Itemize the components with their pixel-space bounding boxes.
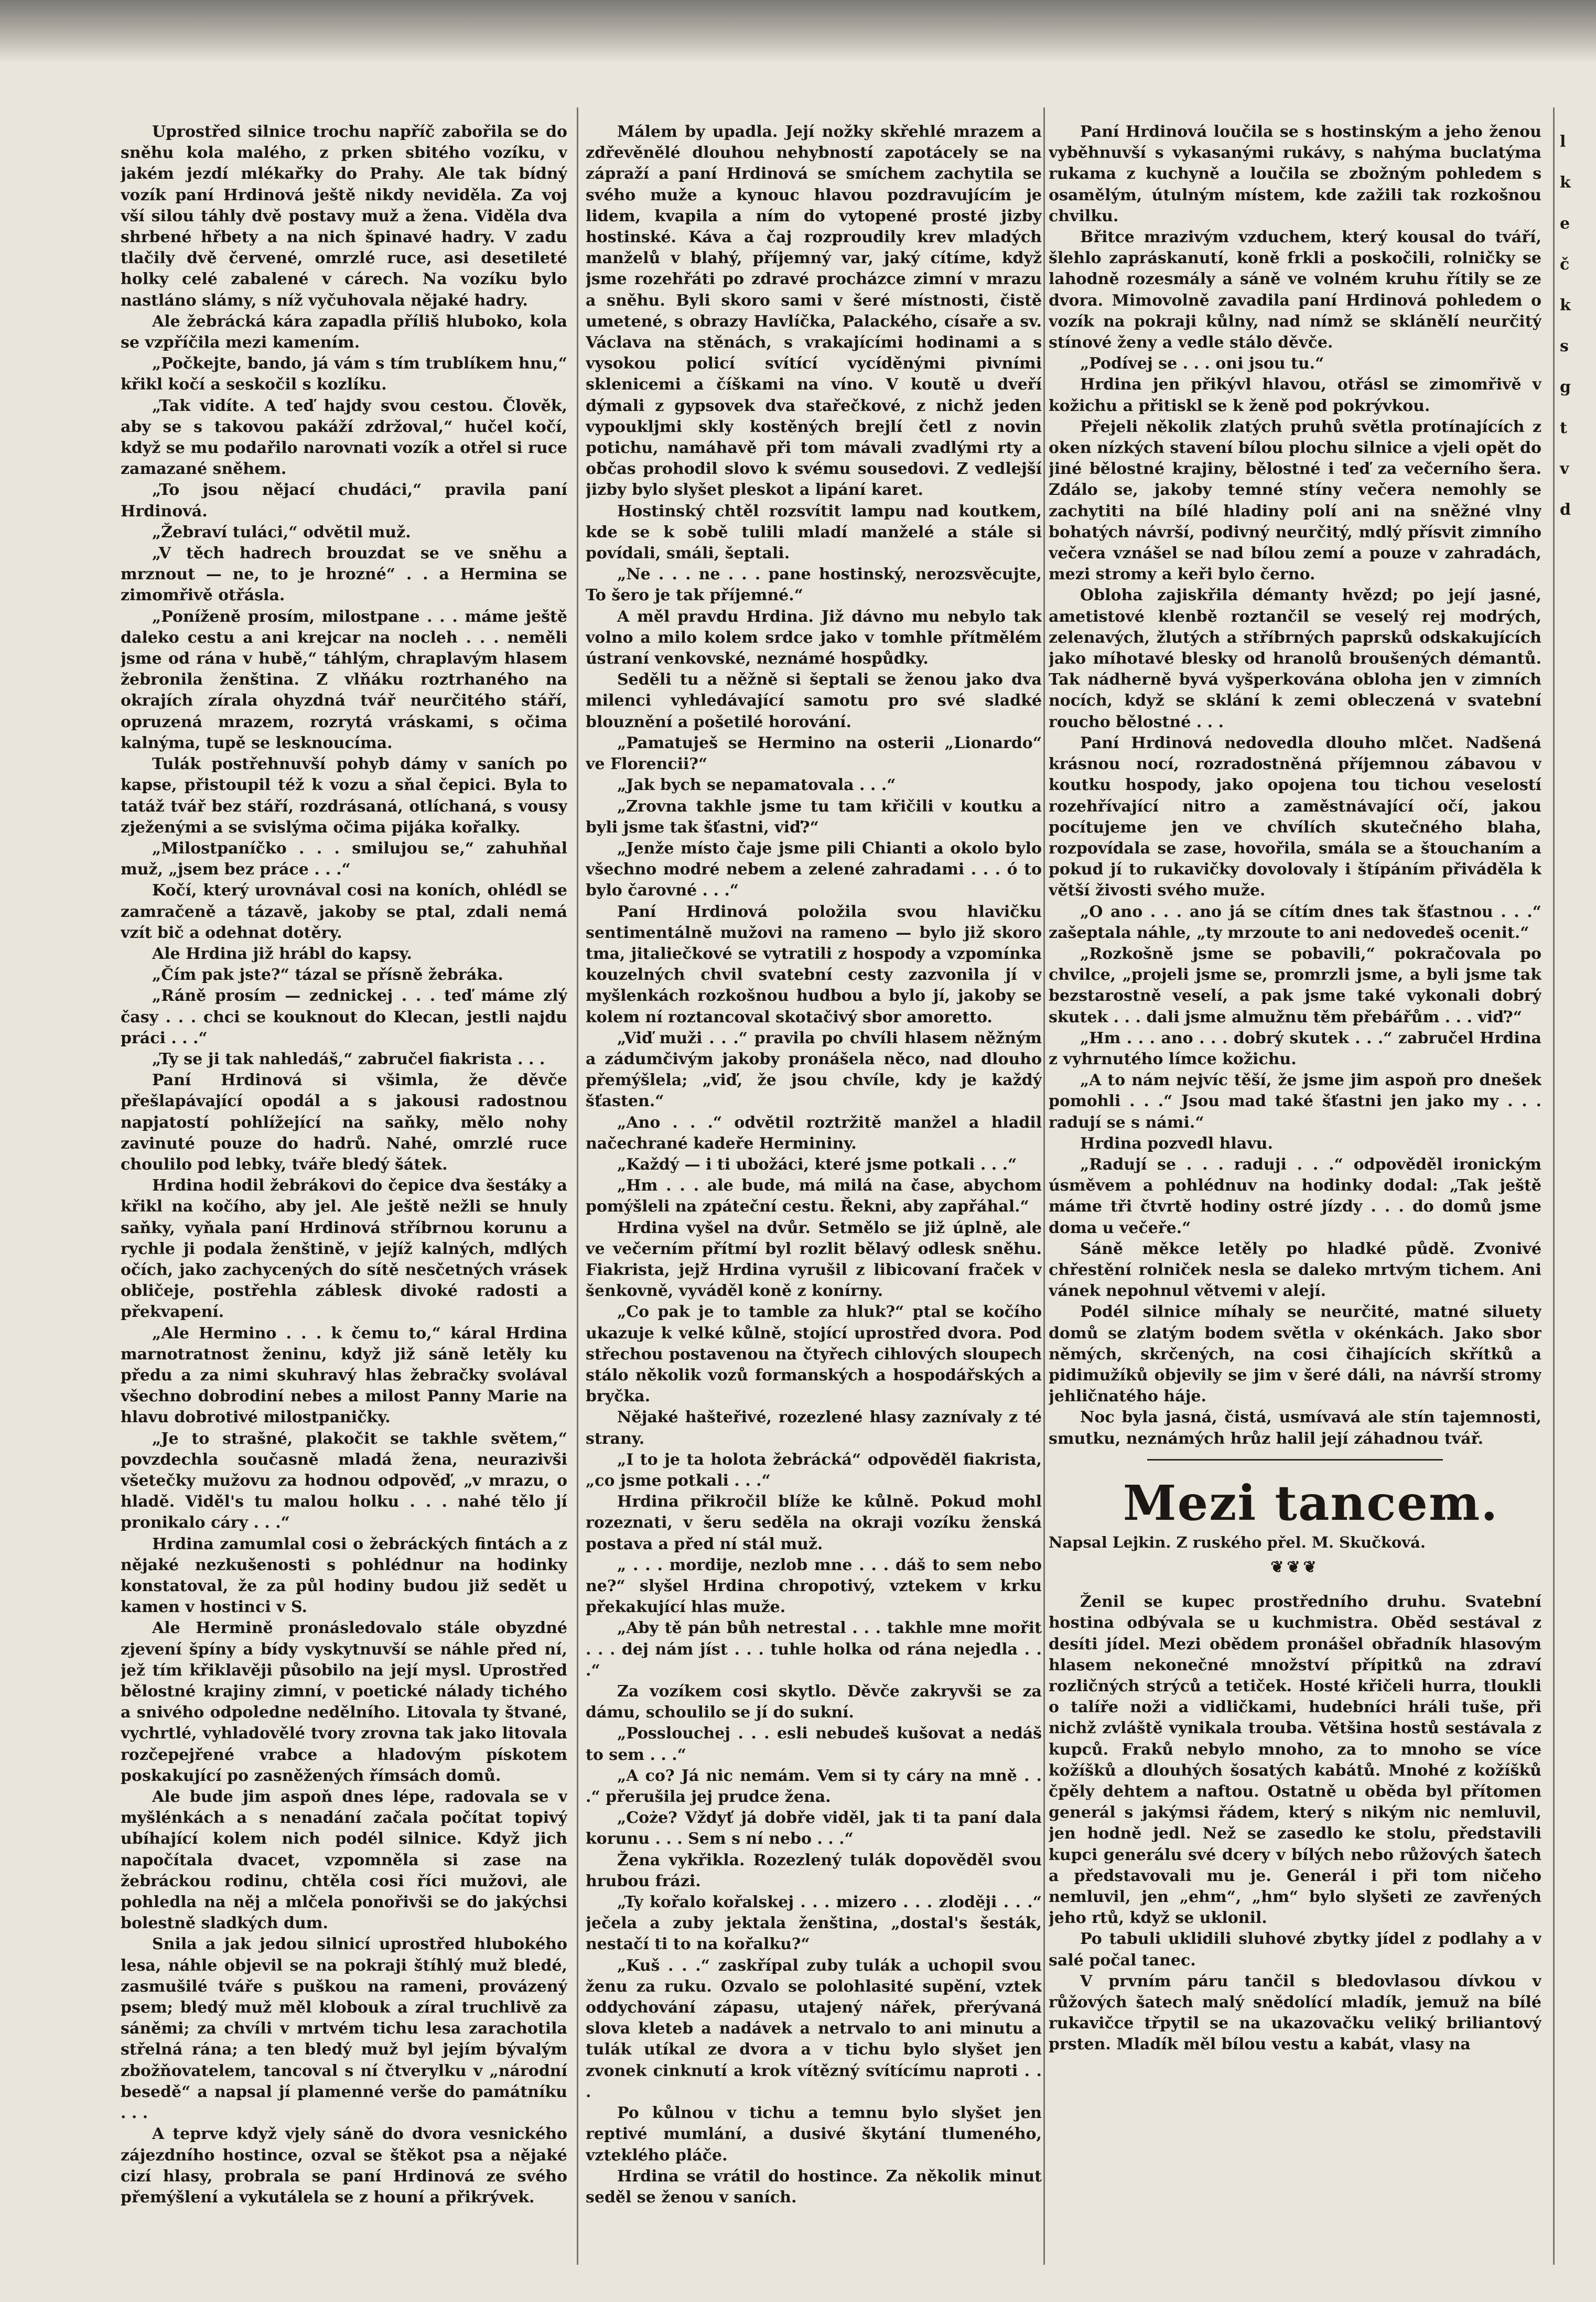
paragraph: „Ty kořalo kořalskej . . . mizero . . . zloději . . .“ ječela a zuby jektala ženština, „dostal's šesták, nestačí ti to na kořalku?“ (586, 1893, 1042, 1954)
text-column-2 (586, 122, 1042, 2261)
paragraph: „ . . . mordije, nezlob mne . . . dáš to sem nebo ne?“ slyšel Hrdina chropotivý, vztekem v krku překakující hlas muže. (586, 1555, 1042, 1617)
paragraph: Podél silnice míhaly se neurčité, matné siluety domů se zlatým bodem světla v okénkách. Jako sbor němých, skrčených, na cosi čihajících skřítků a pidimužíků objevily se jim v šeré dáli, na návrší stromy jehličnatého háje. (1049, 1303, 1541, 1406)
paragraph: Hrdina vyšel na dvůr. Setmělo se již úplně, ale ve večerním přítmí byl rozlit bělavý odlesk sněhu. Fiakrista, jejž Hrdina vyrušil z libicovaní fraček v šenkovně, vyváděl koně z konírny. (586, 1218, 1042, 1301)
paragraph: „Hm . . . ano . . . dobrý skutek . . .“ zabručel Hrdina z vyhrnutého límce kožichu. (1049, 1029, 1541, 1068)
paragraph: „Kuš . . .“ zaskřípal zuby tulák a uchopil svou ženu za ruku. Ozvalo se polohlasité supění, vztek oddychování zápasu, utajený nářek, přerývaná slova kleteb a nadávek a netrvalo to ani minutu a tulák utíkal ze dvora a v tichu bylo slyšet jen zvonek cinknutí a krok vítězný svítícímu naproti . . . (586, 1956, 1042, 2101)
ornament-divider: ❦❦❦ (1270, 1558, 1320, 1576)
paragraph: „Aby tě pán bůh netrestal . . . takhle mne mořit . . . dej nám jíst . . . tuhle holka od rána nejedla . . .“ (586, 1619, 1042, 1680)
paragraph: Ale bude jim aspoň dnes lépe, radovala se v myšlénkách a s nenadání začala počítat topivý ubíhající kolem nich podél silnice. Když jich napočítala dvacet, vzpomněla si zase na žebráckou rodinu, chtěla cosi říci mužovi, ale pohledla na něj a mlčela ponořivši se do jakýchsi bolestně sladkých dum. (121, 1788, 567, 1933)
paragraph: „To jsou nějací chudáci,“ pravila paní Hrdinová. (121, 481, 567, 521)
edge-letter: v (1560, 460, 1569, 478)
story-byline: Napsal Lejkin. Z ruského přel. M. Skučková. (1049, 1533, 1426, 1551)
paragraph: Hrdina pozvedl hlavu. (1080, 1134, 1273, 1153)
paragraph: „Rozkošně jsme se pobavili,“ pokračovala po chvilce, „projeli jsme se, promrzli jsme, a byli jsme tak bezstarostně veselí, a pak jsme také vykonali dobrý skutek . . . dali jsme almužnu těm přebářům . . . viď?“ (1049, 944, 1541, 1026)
paragraph: „Ráně prosím — zednickej . . . teď máme zlý časy . . . chci se kouknout do Klecan, jestli najdu práci . . .“ (121, 987, 567, 1047)
paragraph: „Ne . . . ne . . . pane hostinský, nerozsvěcujte, To šero je tak příjemné.“ (586, 565, 1042, 605)
paragraph: Paní Hrdinová položila svou hlavičku sentimentálně mužovi na rameno — bylo již skoro tma, jitaliečkové se vytratili z hospody a vzpomínka kouzelných chvil svatební cesty zazvonila jí v myšlenkách rozkošnou hudbou a bylo jí, jakoby se kolem ní roztancoval skotačivý sbor amoretto. (586, 902, 1042, 1026)
paragraph: Ženil se kupec prostředního druhu. Svatební hostina odbývala se u kuchmistra. Oběd sestával z desíti jídel. Mezi obědem pronášel obřadník hlasovým hlasem nekonečné množství přípitků na zdraví rozličných strýců a tetiček. Hosté křičeli hurra, tloukli o talíře noži a vidličkami, hudebníci hráli tuše, při nichž zvláště vynikala trouba. Většina hostů sestávala z kupců. Fraků nebylo mnoho, za to mnoho se více kožíšků a dlouhých šosatých kabátů. Mnohé z kožíšků čpěly dehtem a naftou. Ostatně u oběda byl přítomen generál s jakýmsi řádem, který s nikým nic nemluvil, jen hodně jedl. Než se zasedlo ke stolu, představili kupci generálu své dcery v bílých nebo růžových šatech a představovali mu je. Generál i při tom ničeho nemluvil, jen „ehm“, „hm“ bylo slyšeti ze zavřených jeho rtů, když se uklonil. (1049, 1593, 1541, 1928)
paragraph: „Ale Hermino . . . k čemu to,“ káral Hrdina marnotratnost ženinu, když již sáně letěly ku předu a za nimi skuhravý hlas žebračky svolával všechno dobrodiní nebes a milost Panny Marie na hlavu dobrotivé milostpaničky. (121, 1324, 567, 1427)
paragraph: Uprostřed silnice trochu napříč zabořila se do sněhu kola malého, z prken sbitého vozíku, v jakém jezdí mlékařky do Prahy. Ale tak bídný vozík paní Hrdinová ještě nikdy neviděla. Za voj vší silou táhly dvě postavy muž a žena. Viděla dva shrbené hřbety a na nich špinavé hadry. V zadu tlačily dvě červené, omrzlé ruce, asi desetileté holky celé zabalené v cárech. Na vozíku bylo nastláno slámy, s níž vyčuhovala nějaké hadry. (121, 123, 567, 310)
paragraph: „Ano . . .“ odvětil roztržitě manžel a hladil načechrané kadeře Hermininy. (586, 1113, 1042, 1153)
paragraph: Paní Hrdinová loučila se s hostinským a jeho ženou vyběhnuvší s vykasanými rukávy, s nahýma buclatýma rukama z kuchyně a loučila se zbožným pohledem s osamělým, útulným místem, kde zažili tak rozkošnou chvilku. (1049, 123, 1541, 225)
paragraph: „Poníženě prosím, milostpane . . . máme ještě daleko cestu a ani krejcar na nocleh . . . neměli jsme od rána v hubě,“ táhlým, chraplavým hlasem žebronila ženština. Z vlňáku roztrhaného na okrajích zírala ohyzdná tvář neurčitého stáří, opruzená mrazem, rozrytá vráskami, s očima kalnýma, tupě se lesknoucíma. (121, 607, 567, 752)
paragraph: „I to je ta holota žebrácká“ odpověděl fiakrista, „co jsme potkali . . .“ (586, 1450, 1042, 1490)
paragraph: Po kůlnou v tichu a temnu bylo slyšet jen reptivé mumlání, a dusivé škytání tlumeného, vzteklého pláče. (586, 2104, 1042, 2165)
edge-letter: e (1560, 214, 1570, 233)
edge-letter: k (1560, 174, 1571, 192)
text-column-3 (1049, 122, 1541, 2261)
paragraph: Hrdina přikročil blíže ke kůlně. Pokud mohl rozeznati, v šeru seděla na okraji vozíku ženská postava a před ní stál muž. (586, 1493, 1042, 1553)
column-rule (577, 107, 578, 2265)
paragraph: „Žebraví tuláci,“ odvětil muž. (152, 523, 411, 542)
paragraph: „Zrovna takhle jsme tu tam křičili v koutku a byli jsme tak šťastni, viď?“ (586, 797, 1042, 837)
paragraph: Sáně měkce letěly po hladké půdě. Zvonivé chřestění rolniček nesla se daleko mrtvým tichem. Ani vánek nepohnul větvemi v alejí. (1049, 1239, 1541, 1301)
paragraph: Hostinský chtěl rozsvítit lampu nad koutkem, kde se k sobě tulili mladí manželé a stále si povídali, smáli, šeptali. (586, 502, 1042, 563)
paragraph: Paní Hrdinová si všimla, že děvče přešlapávající opodál a s jakousi radostnou napjatostí pohlížející na saňky, mělo nohy zavinuté pouze do hadrů. Nahé, omrzlé ruce choulilo pod lebky, tváře bledý šátek. (121, 1071, 567, 1174)
paragraph: Paní Hrdinová nedovedla dlouho mlčet. Nadšená krásnou nocí, rozradostněná příjemnou zábavou v koutku hospody, jako opojena tou tichou veselostí rozehřívající nitro a zaměstnávající očí, jakou pocítujeme jen ve chvílích skutečného blaha, rozpovídala se zase, hovořila, smála se a štouchaním a pokud jí to rukavičky dovolovaly i štípáním přiváděla k větší živosti svého muže. (1049, 733, 1541, 900)
paragraph: Kočí, který urovnával cosi na koních, ohlédl se zamračeně a tázavě, jakoby se ptal, zdali nemá vzít bič a odehnat dotěry. (121, 881, 567, 942)
paragraph: A teprve když vjely sáně do dvora vesnického zájezdního hostince, ozval se štěkot psa a nějaké cizí hlasy, probrala se paní Hrdinová ze svého přemýšlení a vykutálela se z houní a přikrývek. (121, 2125, 567, 2207)
paragraph: Obloha zajiskřila démanty hvězd; po její jasné, ametistové klenbě roztančil se veselý rej modrých, zelenavých, žlutých a stříbrných paprsků odskakujících jako míhotavé blesky od hranolů broušených démantů. Tak nádherně byvá vyšperkována obloha jen v zimních nocích, když se sklání k zemi obleczená v svatební roucho bělostné . . . (1049, 586, 1541, 731)
story-separator (1147, 1459, 1443, 1461)
paragraph: Noc byla jasná, čistá, usmívavá ale stín tajemnosti, smutku, neznámých hrůz halil její záhadnou tvář. (1049, 1408, 1541, 1448)
paragraph: „Co pak je to tamble za hluk?“ ptal se kočího ukazuje k velké kůlně, stojící uprostřed dvora. Pod střechou postavenou na čtyřech cihlových sloupech stálo několik vozů formanských a hospodářských a bryčka. (586, 1303, 1042, 1406)
edge-letter: t (1560, 419, 1567, 437)
paragraph: „Pamatuješ se Hermino na osterii „Lionardo“ ve Florencii?“ (586, 733, 1042, 774)
paragraph: „Jenže místo čaje jsme pili Chianti a okolo bylo všechno modré nebem a zelené zahradami . . . ó to bylo čarovné . . .“ (586, 839, 1042, 900)
paragraph: Ale žebrácká kára zapadla příliš hluboko, kola se vzpříčila mezi kamením. (121, 312, 567, 352)
edge-letter: d (1560, 501, 1571, 519)
paragraph: Tulák postřehnuvší pohyb dámy v saních po kapse, přistoupil též k vozu a sňal čepici. Byla to tatáž tvář bez stáří, rozdrásaná, otlíchaná, s vousy zježenými a se svislýma očima pijáka kořalky. (121, 755, 567, 837)
paragraph: „Každý — i ti ubožáci, které jsme potkali . . .“ (617, 1155, 1017, 1174)
paragraph: „Posslouchej . . . esli nebudeš kušovat a nedáš to sem . . .“ (586, 1724, 1042, 1764)
paragraph: Ale Hermině pronásledovalo stále obyzdné zjevení špíny a bídy vyskytnuvší se náhle před ní, jež tím křiklavěji působilo na její mysl. Uprostřed bělostné krajiny zimní, v poetické nálady tichého a snivého odpoledne nedělního. Litovala ty štvané, vychrtlé, vyhladovělé tvory zrovna tak jako litovala rozčepejřené vrabce a hladovým pískotem poskakující po zasněžených římsách domů. (121, 1619, 567, 1785)
paragraph: Málem by upadla. Její nožky skřehlé mrazem a zdřevěnělé dlouhou nehybností zapotácely se na zápraží a paní Hrdinová se smíchem zachytila se svého muže a kynouc hlavou pozdravujícím je lidem, kvapila a ním do vytopené prosté jizby hostinské. Káva a čaj rozproudily krev mladých manželů v blahý, příjemný var, jaký cítíme, když jsme rozehřáti po zdravé procházce zimní v mrazu a sněhu. Byli skoro sami v šeré místnosti, čistě umetené, s obrazy Havlíčka, Palackého, císaře a sv. Václava na stěnách, s vrakajícími hodinami a s vysokou policí svítící vycíděnými pivními sklenicemi a číškami na víno. V koutě u dveří dýmali z gypsovek dva stařečkové, z nichž jeden vypoukljmi skly kostěných brejlí četl z novin potichu, namáhavě při tom mávali zvadlými rty a občas prohodil slovo k svému sousedovi. Z vedlejší jizby bylo slyšet pleskot a lipání karet. (586, 123, 1042, 500)
paragraph: „Viď muži . . .“ pravila po chvíli hlasem něžným a zádumčivým jakoby pronášela něco, nad dlouho přemýšlela; „viď, že jsou chvíle, kdy je každý šťasten.“ (586, 1029, 1042, 1111)
paragraph: Za vozíkem cosi skytlo. Děvče zakryvši se za dámu, schoulilo se jí do sukní. (586, 1682, 1042, 1722)
edge-letter: g (1560, 378, 1571, 396)
paragraph: A měl pravdu Hrdina. Již dávno mu nebylo tak volno a milo kolem srdce jako v tomhle přítmělém ústraní venkovské, neznámé hospůdky. (586, 607, 1042, 668)
column-rule (1553, 107, 1555, 2265)
paragraph: Hrdina hodil žebrákovi do čepice dva šestáky a křikl na kočího, aby jel. Ale ještě nežli se hnuly saňky, vyňala paní Hrdinová stříbrnou korunu a rychle ji podala ženštině, v jejíž kalných, mdlých očích, jako zachycených do sítě nesčetných vrásek obličeje, postřehla záblesk divoké radosti a překvapení. (121, 1176, 567, 1322)
paragraph: Hrdina se vrátil do hostince. Za několik minut seděl se ženou v saních. (586, 2167, 1042, 2207)
paragraph: „Čím pak jste?“ tázal se přísně žebráka. (152, 966, 503, 985)
paragraph: „Hm . . . ale bude, má milá na čase, abychom pomýšleli na zpáteční cestu. Řekni, aby zapřáhal.“ (586, 1176, 1042, 1216)
paragraph: „Ty se ji tak nahledáš,“ zabručel fiakrista . . . (152, 1050, 545, 1068)
column-rule (1043, 107, 1045, 2265)
paragraph: „Jak bych se nepamatovala . . .“ (617, 776, 896, 795)
paragraph: Ale Hrdina již hrábl do kapsy. (152, 944, 412, 963)
paragraph: Hrdina jen přikývl hlavou, otřásl se zimomřivě v kožichu a přitiskl se k ženě pod pokrývkou. (1049, 375, 1541, 415)
paragraph: „Je to strašné, plakočit se takhle světem,“ povzdechla současně mladá žena, neurazivši všetečky mužovu za hodnou odpověď, „v mrazu, o hladě. Viděl's tu malou holku . . . nahé tělo jí pronikalo cáry . . .“ (121, 1429, 567, 1532)
paragraph: Po tabuli uklidili sluhové zbytky jídel z podlahy a v salé počal tanec. (1049, 1930, 1541, 1970)
paragraph: „Tak vidíte. A teď hajdy svou cestou. Člověk, aby se s takovou pakáží zdržoval,“ hučel kočí, když se mu podařilo narovnati vozík a otřel si ruce zamazané sněhem. (121, 396, 567, 479)
edge-letter: s (1560, 337, 1569, 355)
paragraph: Hrdina zamumlal cosi o žebráckých fintách a z nějaké nezkušenosti s pohlédnur na hodinky konstatoval, že za půl hodiny budou již sedět u kamen v hostinci v S. (121, 1534, 567, 1617)
paragraph: Žena vykřikla. Rozezlený tulák dopověděl svou hrubou frázi. (586, 1851, 1042, 1890)
paragraph: „Coże? Vždyť já dobře viděl, jak ti ta paní dala korunu . . . Sem s ní nebo . . .“ (586, 1809, 1042, 1849)
story-headline: Mezi tancem. (1123, 1474, 1499, 1531)
paragraph: „Počkejte, bando, já vám s tím trublíkem hnu,“ křikl kočí a seskočil s kozlíku. (121, 354, 567, 394)
paragraph: „V těch hadrech brouzdat se ve sněhu a mrznout — ne, to je hrozné“ . . a Hermina se zimomřivě otřásla. (121, 544, 567, 605)
paragraph: Nějaké hašteřivé, rozezlené hlasy zaznívaly z té strany. (586, 1408, 1042, 1448)
paragraph: Břitce mrazivým vzduchem, který kousal do tváří, šlehlo zapráskanutí, koně frkli a poskočili, rolničky se lahodně rozesmály a sáně ve volném kruhu řítily se ze dvora. Mimovolně zavadila paní Hrdinová pohledem o vozík na pokraji kůlny, nad nímž se sklánělí neurčitý stínové ženy a vedle stálo děvče. (1049, 228, 1541, 352)
paragraph: „Podívej se . . . oni jsou tu.“ (1080, 354, 1324, 373)
paragraph: Seděli tu a něžně si šeptali se ženou jako dva milenci vyhledávající samotu pro své sladké blouznění a pošetilé horování. (586, 671, 1042, 731)
text-column-1 (121, 122, 567, 2261)
paragraph: V prvním páru tančil s bledovlasou dívkou v růžových šatech malý snědolící mladík, jemuž na bílé rukavičce třpytil se na ukazovačku veliký briliantový prsten. Mladík měl bílou vestu a kabát, vlasy na (1049, 1972, 1541, 2054)
paragraph: „A co? Já nic nemám. Vem si ty cáry na mně . . .“ přerušila jej prudce žena. (586, 1766, 1042, 1807)
paragraph: Snila a jak jedou silnicí uprostřed hlubokého lesa, náhle objevil se na pokraji štíhlý muž bledé, zasmušilé tváře s puškou na rameni, provázený psem; bledý muž měl klobouk a zíral truchlivě za sáněmi; za chvíli v mrtvém tichu lesa zarachotila střelná rána; a ten bledý muž byl jejím bývalým zbožňovatelem, tancoval s ní čtverylku v „národní besedě“ a napsal jí plamenné verše do památníku . . . (121, 1935, 567, 2123)
paragraph: „A to nám nejvíc těší, že jsme jim aspoň pro dnešek pomohli . . .“ Jsou mad také šťastni jen jako my . . . radují se s námi.“ (1049, 1071, 1541, 1132)
paragraph: Přejeli několik zlatých pruhů světla protínajících z oken nízkých stavení bílou plochu silnice a vjeli opět do jiné bělostné krajiny, bělostné i teď za večerního šera. Zdálo se, jakoby temné stíny večera nemohly se zachytiti na bílé hladiny polí ani na sněžné vlny bohatých návrší, podivný neurčitý, mdlý přísvit zimního večera vznášel se nad bílou zemí a pouze v zahradách, mezi stromy a keři bylo černo. (1049, 417, 1541, 584)
edge-letter: č (1560, 255, 1570, 274)
scan-edge (0, 0, 1596, 63)
edge-letter: l (1560, 133, 1566, 151)
paragraph: „Milostpaníčko . . . smilujou se,“ zahuhňal muž, „jsem bez práce . . .“ (121, 839, 567, 879)
next-page-edge-letters (1560, 122, 1591, 531)
paragraph: „O ano . . . ano já se cítím dnes tak šťastnou . . .“ zašeptala náhle, „ty mrzoute to ani nedovedeš ocenit.“ (1049, 902, 1541, 942)
edge-letter: k (1560, 296, 1571, 315)
paragraph: „Radují se . . . raduji . . .“ odpověděl ironickým úsměvem a pohlédnuv na hodinky dodal: „Tak ještě máme tři čtvrtě hodiny ostré jízdy . . . do domů jsme doma u večeře.“ (1049, 1155, 1541, 1237)
